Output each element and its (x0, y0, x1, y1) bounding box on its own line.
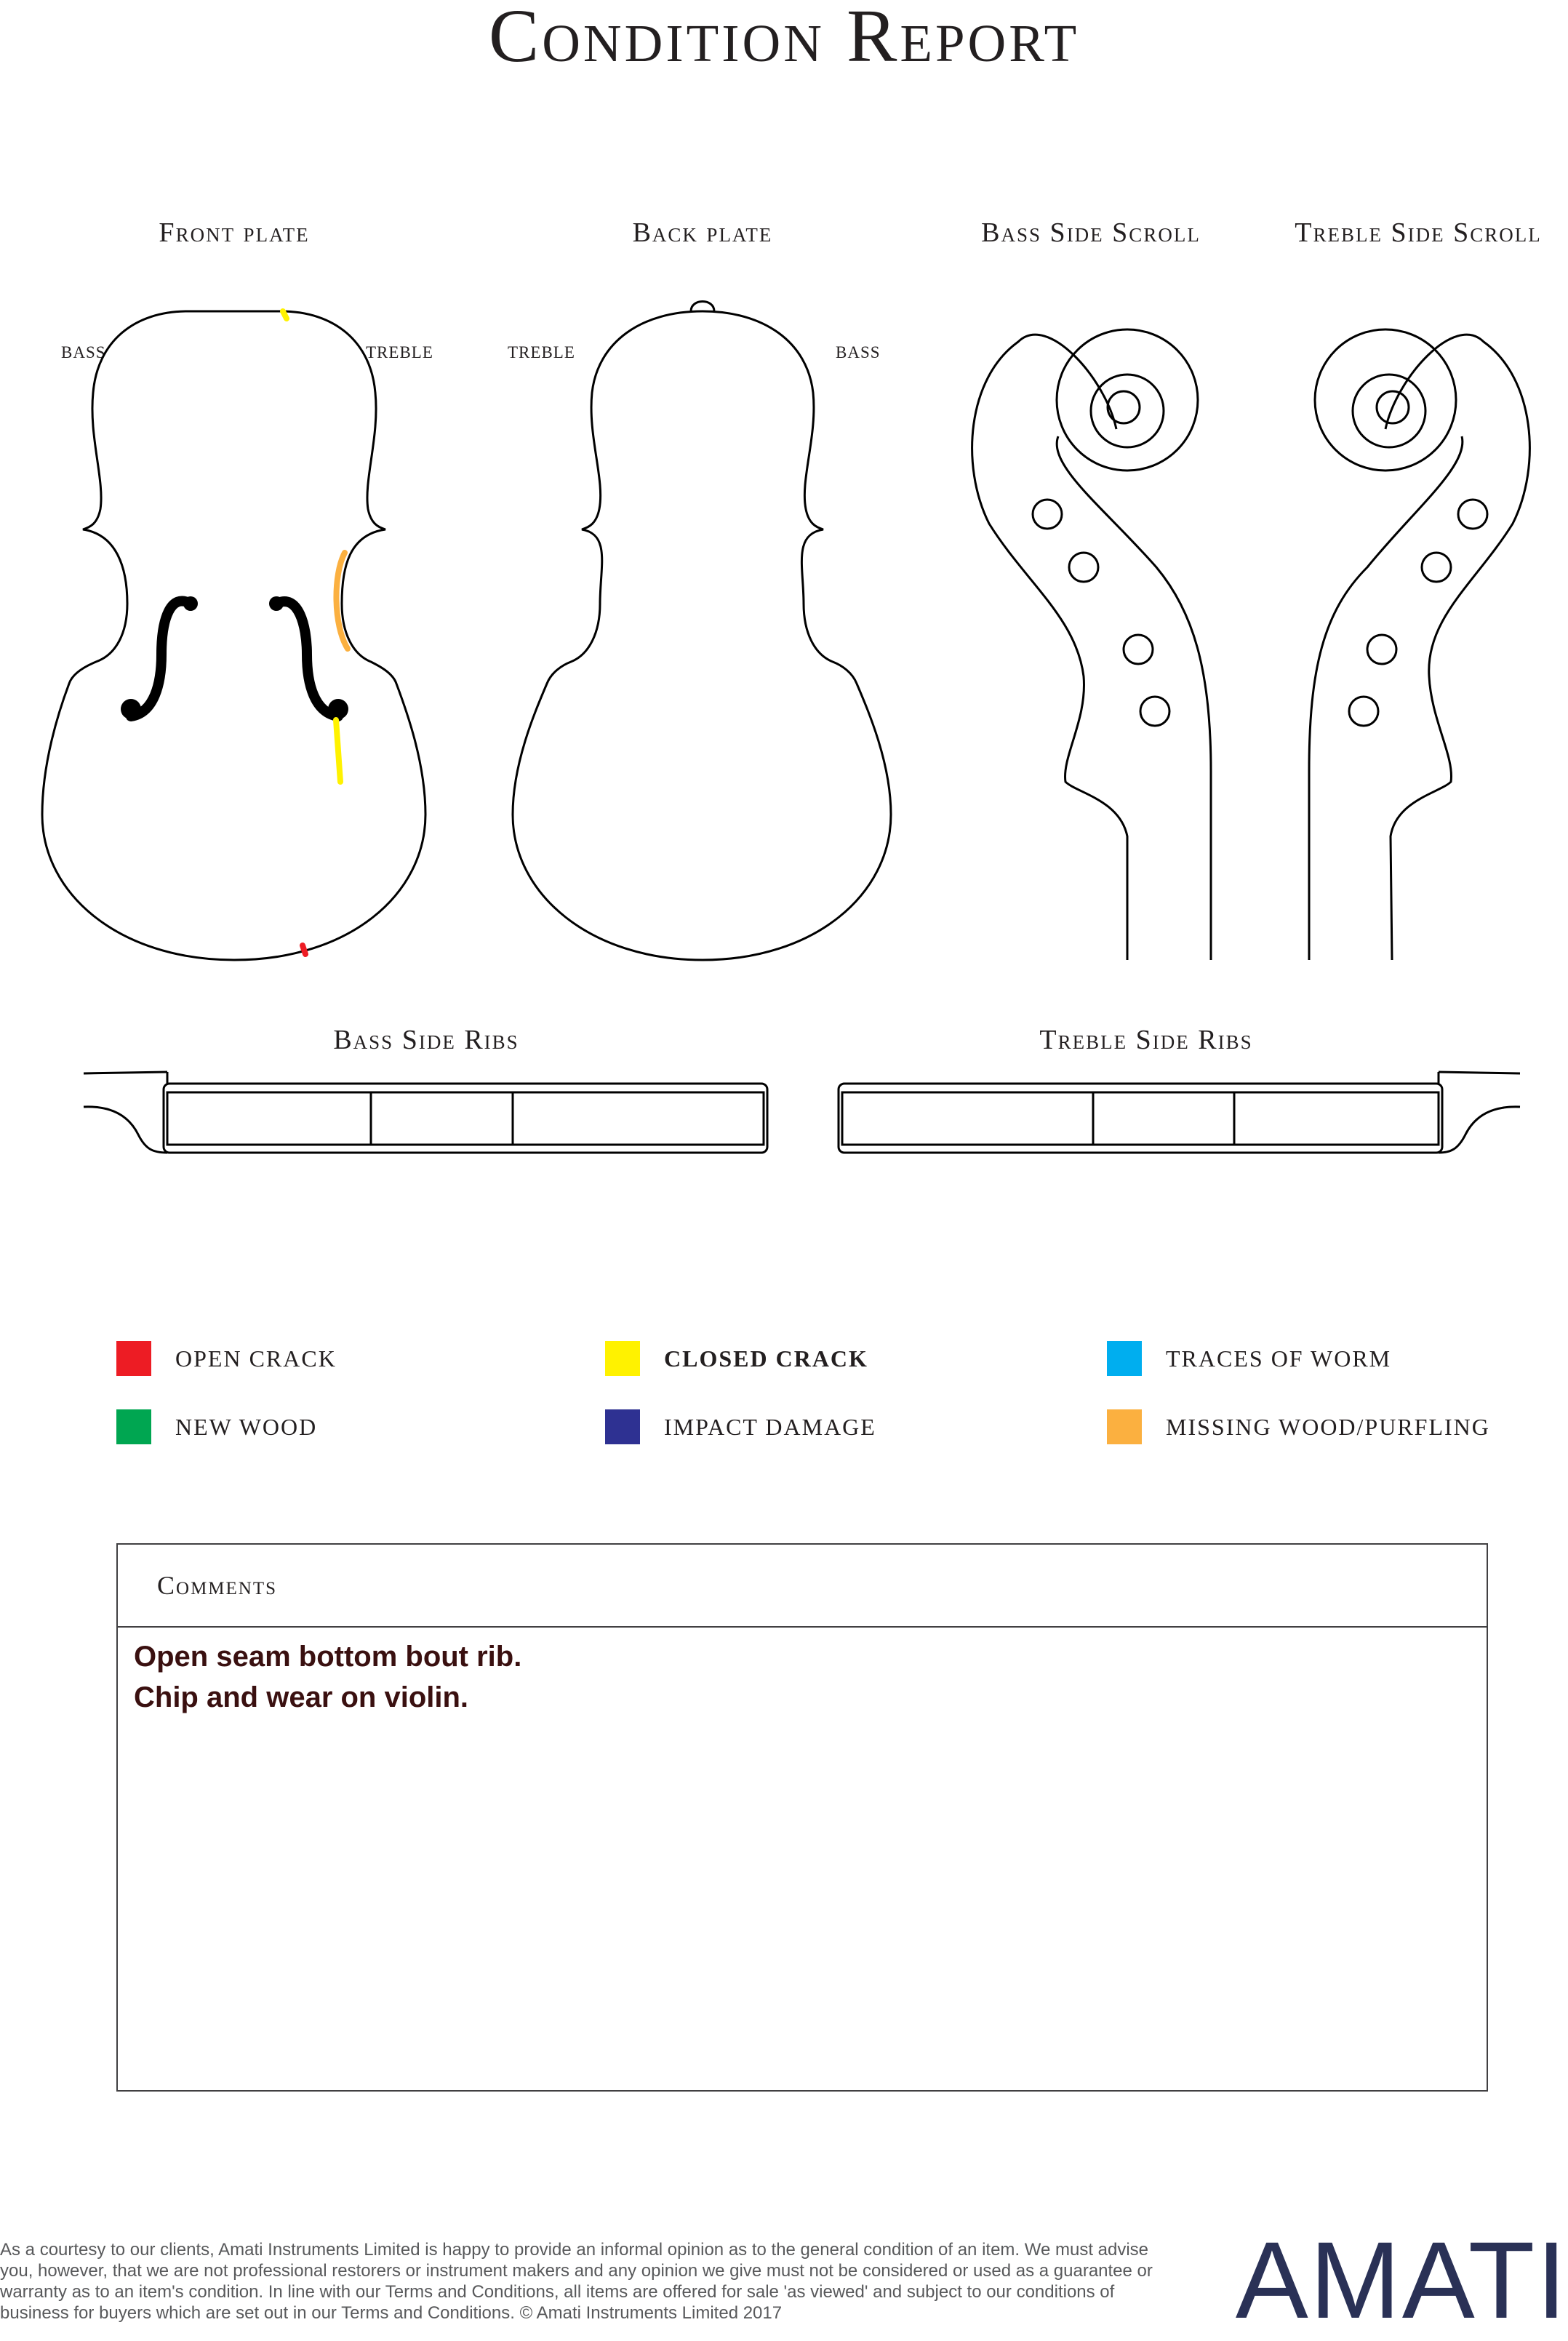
legend-label: CLOSED CRACK (664, 1345, 868, 1372)
bass-scroll-outline (972, 335, 1127, 960)
front-plate-label: Front plate (159, 217, 310, 248)
back-treble-label: TREBLE (508, 343, 575, 361)
legend-item-closed-crack (605, 1341, 868, 1376)
legend-item-missing-wood (1107, 1409, 1490, 1444)
comment-line: Open seam bottom bout rib. (134, 1641, 522, 1673)
treble-scroll-inner (1309, 436, 1463, 960)
legend-label: IMPACT DAMAGE (664, 1413, 876, 1440)
legend-label: NEW WOOD (175, 1413, 318, 1440)
traces-of-worm-swatch (1107, 1341, 1142, 1376)
bass-scroll-inner (1057, 436, 1211, 960)
back-plate-label: Back plate (632, 217, 773, 248)
comments-body (118, 1628, 1487, 1726)
comments-box (116, 1543, 1488, 2092)
treble-scroll-outline (1385, 335, 1529, 960)
front-plate-outline (42, 311, 425, 960)
legend-item-open-crack (116, 1341, 337, 1376)
page-title: Condition Report (488, 0, 1080, 78)
back-plate-outline (513, 311, 891, 960)
legend-label: MISSING WOOD/PURFLING (1166, 1413, 1490, 1440)
closed-crack-mark-top (283, 311, 287, 319)
treble-f-hole (276, 601, 338, 716)
new-wood-swatch (116, 1409, 151, 1444)
closed-crack-swatch (605, 1341, 640, 1376)
back-button (691, 302, 714, 312)
front-treble-label: TREBLE (366, 343, 433, 361)
open-crack-swatch (116, 1341, 151, 1376)
comment-line: Chip and wear on violin. (134, 1681, 469, 1713)
legend-item-impact-damage (605, 1409, 876, 1444)
back-bass-label: BASS (836, 343, 881, 361)
legend-label: OPEN CRACK (175, 1345, 337, 1372)
comments-header: Comments (118, 1545, 1487, 1628)
bass-side-ribs-label: Bass Side Ribs (333, 1025, 519, 1055)
closed-crack-mark-lower (336, 720, 340, 782)
disclaimer-text: As a courtesy to our clients, Amati Instruments Limited is happy to provide an informal opinion as to the general condition of an item. We must advise you, however, that we are not professional restorers or instrument makers and any opinion we give must not be considered or used as a guarantee or warranty as to an item's condition. In line with our Terms and Conditions, all items are offered for sale 'as viewed' and subject to our conditions of business for buyers which are set out in our Terms and Conditions. © Amati Instruments Limited 2017 (0, 2240, 1153, 2323)
legend-label: TRACES OF WORM (1166, 1345, 1392, 1372)
bass-f-hole (131, 601, 191, 716)
treble-ribs-neck (1439, 1072, 1520, 1153)
impact-damage-swatch (605, 1409, 640, 1444)
legend-item-new-wood (116, 1409, 317, 1444)
front-bass-label: BASS (61, 343, 106, 361)
treble-side-scroll-label: Treble Side Scroll (1295, 217, 1542, 248)
amati-logo: AMATI (1235, 2219, 1568, 2341)
open-crack-mark (303, 945, 305, 954)
bass-ribs-neck (84, 1072, 167, 1153)
bass-side-scroll-label: Bass Side Scroll (981, 217, 1201, 248)
treble-ribs-body (839, 1084, 1442, 1153)
treble-side-ribs-label: Treble Side Ribs (1039, 1025, 1253, 1055)
legend-item-traces-of-worm (1107, 1341, 1391, 1376)
missing-wood-swatch (1107, 1409, 1142, 1444)
bass-ribs-body (164, 1084, 767, 1153)
